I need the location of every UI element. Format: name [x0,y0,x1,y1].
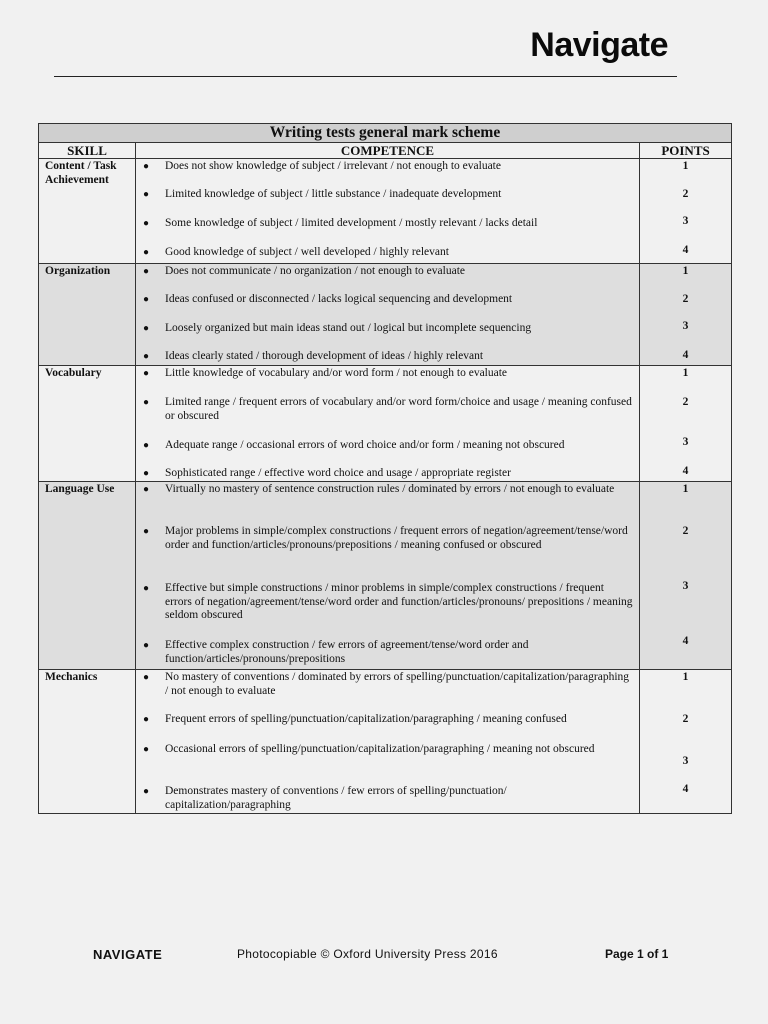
bullet-icon: ● [143,266,150,277]
points-cell [640,670,732,814]
competence-text: Some knowledge of subject / limited development / mostly relevant / lacks detail [165,217,538,229]
points-value: 3 [682,580,689,592]
bullet-icon: ● [143,672,150,683]
bullet-icon: ● [143,247,150,258]
competence-item [136,483,639,497]
points-value: 1 [682,265,689,277]
scheme-row [39,264,732,366]
bullet-icon: ● [143,397,150,408]
bullet-icon: ● [143,468,150,479]
points-value: 3 [682,320,689,332]
competence-item [136,582,639,623]
competence-item [136,217,639,231]
points-value: 4 [682,244,689,256]
points-value: 1 [682,483,689,495]
skill-name: Organization [39,264,136,366]
skill-name: Vocabulary [39,366,136,482]
mark-scheme-table [38,123,732,814]
competence-text: Ideas confused or disconnected / lacks logical sequencing and development [165,293,513,305]
footer-brand: NAVIGATE [93,947,163,962]
bullet-icon: ● [143,583,150,594]
competence-text: No mastery of conventions / dominated by errors of spelling/punctuation/capitalization/paragraphing / not enough to evaluate [165,671,630,697]
competence-text: Good knowledge of subject / well developed / highly relevant [165,246,449,258]
competence-item [136,265,639,279]
bullet-icon: ● [143,189,150,200]
bullet-icon: ● [143,218,150,229]
footer-copyright: Photocopiable © Oxford University Press 2016 [237,947,498,961]
points-value: 1 [682,367,689,379]
skill-name: Content / Task Achievement [39,159,136,264]
competence-text: Major problems in simple/complex constructions / frequent errors of negation/agreement/tense/word order and function/articles/pronouns/prepositions / meaning confused or obscured [165,525,628,551]
bullet-icon: ● [143,484,150,495]
competence-text: Occasional errors of spelling/punctuation/capitalization/paragraphing / meaning not obscured [165,743,595,755]
competence-text: Sophisticated range / effective word choice and usage / appropriate register [165,467,511,479]
competence-item [136,713,639,727]
competence-cell [136,159,640,264]
competence-text: Does not show knowledge of subject / irrelevant / not enough to evaluate [165,160,501,172]
points-value: 4 [682,635,689,647]
competence-text: Loosely organized but main ideas stand out / logical but incomplete sequencing [165,322,532,334]
points-value: 4 [682,349,689,361]
bullet-icon: ● [143,161,150,172]
scheme-row [39,482,732,670]
competence-text: Adequate range / occasional errors of word choice and/or form / meaning not obscured [165,439,565,451]
bullet-icon: ● [143,368,150,379]
points-cell [640,159,732,264]
bullet-icon: ● [143,351,150,362]
competence-cell [136,482,640,670]
bullet-icon: ● [143,440,150,451]
points-value: 3 [682,436,689,448]
competence-cell [136,264,640,366]
header-competence: COMPETENCE [136,143,640,159]
competence-item [136,160,639,174]
competence-text: Virtually no mastery of sentence construction rules / dominated by errors / not enough to evaluate [165,483,615,495]
points-value: 2 [682,525,689,537]
points-value: 2 [682,188,689,200]
skill-name: Language Use [39,482,136,670]
bullet-icon: ● [143,294,150,305]
competence-item [136,188,639,202]
points-value: 2 [682,713,689,725]
competence-text: Ideas clearly stated / thorough development of ideas / highly relevant [165,350,484,362]
header-skill: SKILL [39,143,136,159]
competence-item [136,439,639,453]
points-value: 3 [682,755,689,767]
competence-item [136,293,639,307]
competence-item [136,671,639,698]
scheme-row [39,366,732,482]
points-value: 4 [682,783,689,795]
competence-item [136,322,639,336]
competence-text: Effective complex construction / few errors of agreement/tense/word order and function/articles/pronouns/prepositions [165,639,529,665]
competence-cell [136,670,640,814]
table-title: Writing tests general mark scheme [39,124,732,143]
bullet-icon: ● [143,714,150,725]
competence-text: Frequent errors of spelling/punctuation/capitalization/paragraphing / meaning confused [165,713,567,725]
bullet-icon: ● [143,323,150,334]
competence-item [136,743,639,757]
bullet-icon: ● [143,640,150,651]
points-value: 2 [682,396,689,408]
competence-item [136,350,639,364]
bullet-icon: ● [143,744,150,755]
points-cell [640,482,732,670]
points-value: 3 [682,215,689,227]
brand-logo: Navigate [530,26,668,64]
competence-text: Does not communicate / no organization / not enough to evaluate [165,265,465,277]
points-value: 1 [682,160,689,172]
header-points: POINTS [640,143,732,159]
header-rule [54,76,677,77]
competence-text: Little knowledge of vocabulary and/or word form / not enough to evaluate [165,367,508,379]
competence-item [136,367,639,381]
skill-name: Mechanics [39,670,136,814]
bullet-icon: ● [143,526,150,537]
competence-text: Demonstrates mastery of conventions / few errors of spelling/punctuation/ capitalization/paragraphing [165,785,507,811]
competence-text: Limited knowledge of subject / little substance / inadequate development [165,188,502,200]
competence-item [136,396,639,423]
scheme-row [39,670,732,814]
points-value: 4 [682,465,689,477]
competence-item [136,785,639,812]
points-value: 1 [682,671,689,683]
competence-cell [136,366,640,482]
competence-text: Limited range / frequent errors of vocabulary and/or word form/choice and usage / meaning confused or obscured [165,396,632,422]
points-cell [640,264,732,366]
competence-item [136,467,639,481]
competence-item [136,525,639,552]
competence-item [136,246,639,260]
competence-item [136,639,639,666]
footer-page-number: Page 1 of 1 [605,947,669,961]
scheme-row [39,159,732,264]
points-value: 2 [682,293,689,305]
competence-text: Effective but simple constructions / minor problems in simple/complex constructions / frequent errors of negation/agreement/tense/word order and function/articles/pronouns/ prepositions / meaning seldom obscured [165,582,633,621]
bullet-icon: ● [143,786,150,797]
points-cell [640,366,732,482]
